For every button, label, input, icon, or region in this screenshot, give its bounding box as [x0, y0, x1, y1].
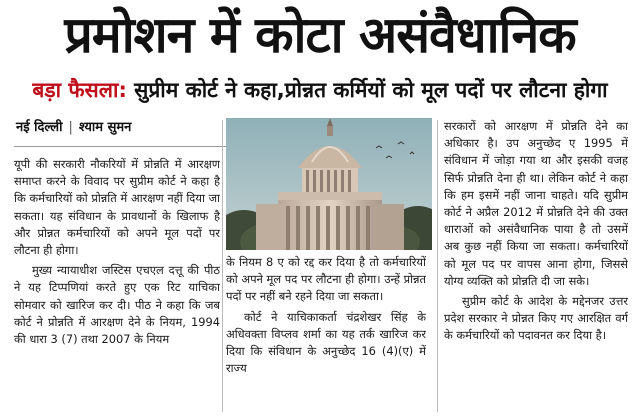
article-paragraph: कोर्ट ने याचिकाकर्ता चंद्रशेखर सिंह के अधिवक्ता विप्लव शर्मा का यह तर्क खारिज कर दिया कि संविधान के अनुच्छेद 16 (4)(ए) में राज्य	[226, 309, 426, 376]
byline-place: नई दिल्ली	[16, 120, 63, 135]
subheadline	[0, 74, 640, 108]
article-paragraph: सुप्रीम कोर्ट के आदेश के मद्देनजर उत्तर प्रदेश सरकार ने प्रोन्नत किए गए आरक्षित वर्ग के कर्मचारियों को पदावनत कर दिया है।	[444, 294, 628, 343]
subheadline-text: सुप्रीम कोर्ट ने कहा,प्रोन्नत कर्मियों को मूल पदों पर लौटना होगा	[126, 78, 608, 102]
byline-divider	[14, 146, 226, 147]
column-divider-1	[222, 120, 223, 412]
article-paragraph: यूपी की सरकारी नौकरियों में प्रोन्नति में आरक्षण समाप्त करने के विवाद पर सुप्रीम कोर्ट ने कहा है कि कर्मचारियों को प्रोन्नति में आरक्षण नहीं दिया जा सकता। यह संविधान के प्रावधानों के खिलाफ है और प्रोन्नत कर्मचारियों को अपने मूल पदों पर लौटना ही होगा।	[14, 157, 220, 258]
byline-author: श्याम सुमन	[78, 120, 132, 135]
subheadline-kicker-colon: :	[118, 78, 127, 102]
byline-separator: |	[68, 120, 73, 135]
article-column-2	[226, 254, 426, 416]
subheadline-kicker: बड़ा फैसला	[32, 78, 119, 102]
supreme-court-photo	[226, 118, 432, 250]
byline	[16, 118, 226, 140]
article-paragraph: के नियम 8 ए को रद्द कर दिया है तो कर्मचारियों को अपने मूल पद पर लौटना ही होगा। उन्हें प्रोन्नत पदों पर नहीं बने रहने दिया जा सकता।	[226, 255, 426, 304]
article-column-3	[444, 118, 628, 416]
article-paragraph: सरकारों को आरक्षण में प्रोन्नति देने का अधिकार है। उप अनुच्छेद ए 1995 में संविधान में जोड़ा गया था और इसकी वजह सिर्फ प्रोन्नति देना ही था। लेकिन कोर्ट ने कहा कि हम इसमें नहीं जाना चाहते। यदि सुप्रीम कोर्ट ने अप्रैल 2012 में प्रोन्नति देने की उक्त धाराओं को असंवैधानिक पाया है तो उसमें अब कुछ नहीं किया जा सकता। कर्मचारियों को मूल पद पर वापस आना होगा, जिससे योग्य व्यक्ति को प्रोन्नति दी जा सके।	[444, 119, 628, 288]
article-paragraph: मुख्य न्यायाधीश जस्टिस एचएल दत्तू की पीठ ने यह टिप्पणियां करते हुए एक रिट याचिका सोमवार को खारिज कर दी। पीठ ने कहा कि जब कोर्ट ने प्रोन्नति में आरक्षण देने के नियम, 1994 की धारा 3 (7) तथा 2007 के नियम	[14, 263, 220, 347]
headline: प्रमोशन में कोटा असंवैधानिक	[64, 6, 576, 64]
article-column-1	[14, 156, 220, 416]
column-divider-2	[437, 120, 438, 412]
supreme-court-building-image	[226, 118, 432, 250]
